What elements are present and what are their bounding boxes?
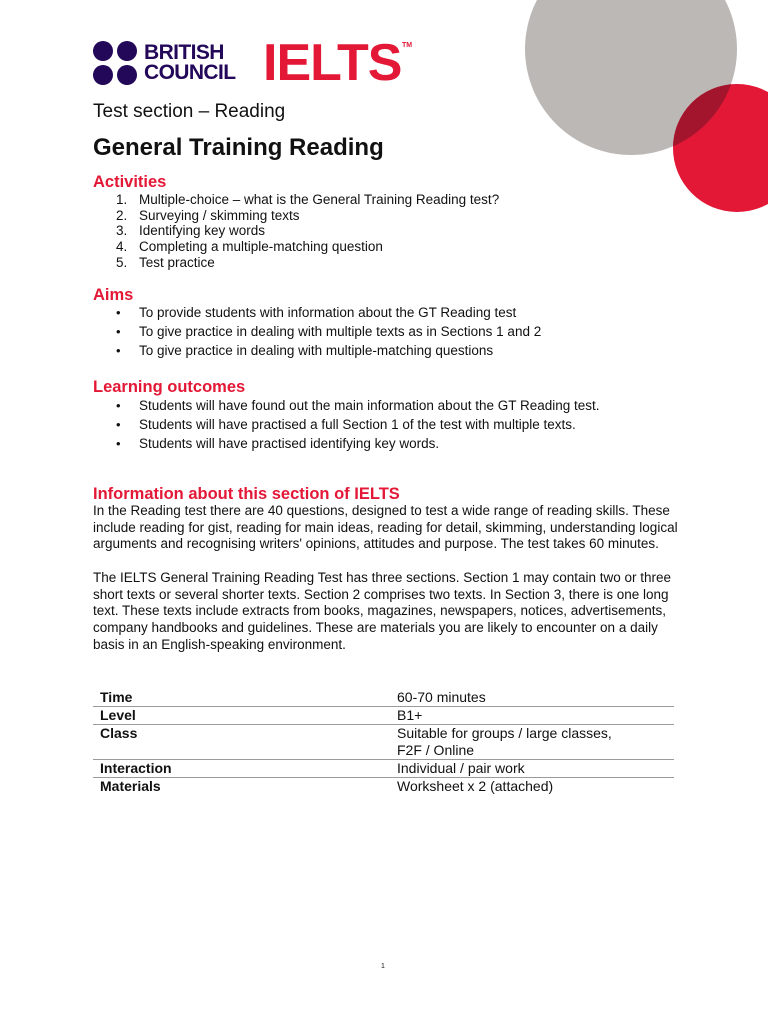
learning-outcomes-list xyxy=(93,398,600,455)
activities-list xyxy=(93,192,499,270)
aims-list xyxy=(93,305,541,362)
list-item: 5. Test practice xyxy=(116,254,215,270)
list-item: • To give practice in dealing with multiple-matching questions xyxy=(93,343,541,359)
trademark-mark: TM xyxy=(402,42,413,49)
learning-outcomes-heading: Learning outcomes xyxy=(93,378,246,396)
list-item: 4. Completing a multiple-matching question xyxy=(116,239,383,255)
aims-heading: Aims xyxy=(93,286,134,304)
list-item: • Students will have practised a full Section 1 of the test with multiple texts. xyxy=(93,417,600,433)
detail-value: Suitable for groups / large classes, F2F / Online xyxy=(397,725,612,758)
detail-key: Interaction xyxy=(100,760,172,776)
decorative-circle-overlap xyxy=(673,84,768,212)
ielts-logo: IELTS xyxy=(263,34,402,92)
table-row xyxy=(93,689,674,707)
council-line1: BRITISH xyxy=(144,41,224,64)
british-council-wordmark xyxy=(144,43,235,83)
section-label: Test section – Reading xyxy=(93,101,286,122)
list-item: • Students will have found out the main information about the GT Reading test. xyxy=(93,398,600,414)
table-row xyxy=(93,707,674,725)
table-row xyxy=(93,760,674,778)
list-item: • To provide students with information about the GT Reading test xyxy=(93,305,541,321)
list-item: 1. Multiple-choice – what is the General Training Reading test? xyxy=(116,192,500,207)
lesson-details-table xyxy=(93,689,674,795)
detail-key: Level xyxy=(100,707,136,723)
british-council-dots-icon xyxy=(93,41,137,85)
detail-key: Class xyxy=(100,725,138,741)
activities-heading: Activities xyxy=(93,173,167,191)
detail-value: Worksheet x 2 (attached) xyxy=(397,778,554,794)
information-paragraph-1: In the Reading test there are 40 questions, designed to test a wide range of reading skills. These include reading for gist, reading for main ideas, reading for detail, skimming, understanding logical arguments and recognising writers' opinions, attitudes and purpose. The test takes 60 minutes. xyxy=(93,503,678,552)
table-row xyxy=(93,778,674,796)
information-heading: Information about this section of IELTS xyxy=(93,485,400,503)
list-item: • Students will have practised identifying key words. xyxy=(93,436,600,452)
detail-value: 60-70 minutes xyxy=(397,689,486,705)
detail-key: Materials xyxy=(100,778,161,794)
page-number: 1 xyxy=(381,963,385,970)
british-council-logo xyxy=(93,41,235,85)
page-title: General Training Reading xyxy=(93,134,384,161)
detail-key: Time xyxy=(100,689,133,705)
detail-value: Individual / pair work xyxy=(397,760,525,776)
detail-value: B1+ xyxy=(397,707,423,723)
list-item: 3. Identifying key words xyxy=(116,223,266,239)
list-item: 2. Surveying / skimming texts xyxy=(116,207,300,223)
information-paragraph-2: The IELTS General Training Reading Test has three sections. Section 1 may contain two or three short texts or several shorter texts. Section 2 comprises two texts. In Section 3, there is one long text. These texts include extracts from books, magazines, newspapers, notices, advertisements, company handbooks and guidelines. These are materials you are likely to encounter on a daily basis in an English-speaking environment. xyxy=(93,570,672,652)
table-row xyxy=(93,725,674,760)
list-item: • To give practice in dealing with multiple texts as in Sections 1 and 2 xyxy=(93,324,541,340)
council-line2: COUNCIL xyxy=(144,61,236,84)
